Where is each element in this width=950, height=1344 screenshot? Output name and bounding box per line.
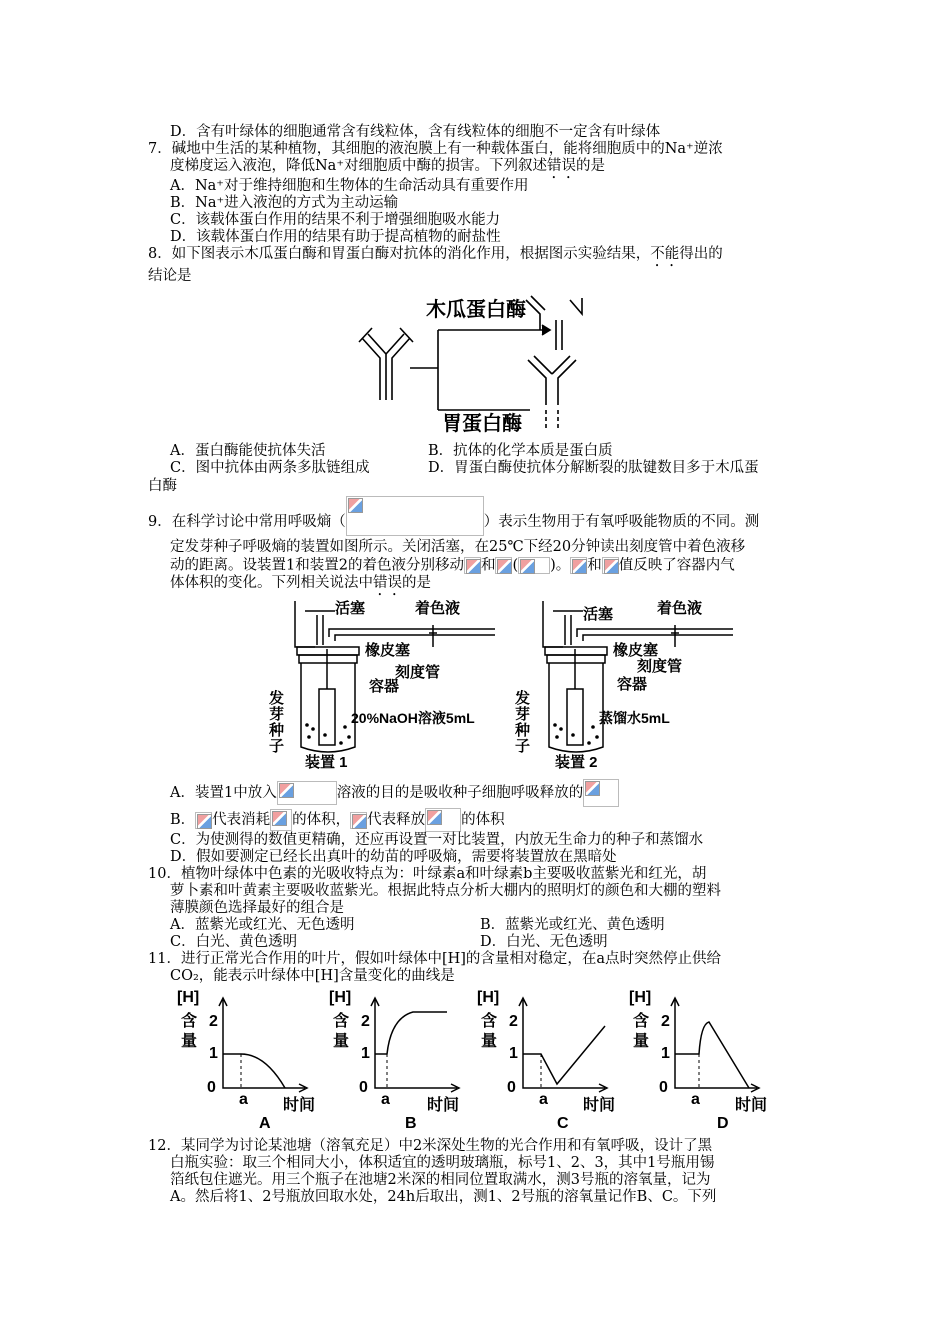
svg-text:0: 0 <box>507 1079 516 1096</box>
svg-text:子: 子 <box>269 738 285 755</box>
graph-c <box>477 989 615 1128</box>
q10-option-c: C．白光、黄色透明 <box>170 934 298 950</box>
q10-stem-line1: 10．植物叶绿体中色素的光吸收特点为：叶绿素a和叶绿素b主要吸收蓝紫光和红光，胡 <box>148 866 707 882</box>
q9-stem-line1: 9．在科学讨论中常用呼吸熵（ ）表示生物用于有氧呼吸能物质的不同。测 <box>148 508 759 536</box>
x-image-icon <box>570 557 587 574</box>
device1-tube-label: 刻度管 <box>395 664 441 681</box>
svg-text:含: 含 <box>481 1013 498 1030</box>
co2-image-icon <box>583 779 619 807</box>
svg-text:a: a <box>381 1091 390 1108</box>
q9-stem-line3: 动的距离。设装置1和装置2的着色液分别移动 和 ( )。 和 值反映了容器内气 <box>170 557 735 574</box>
svg-text:B: B <box>405 1115 417 1128</box>
q8-stem-line2: 结论是 <box>148 268 192 284</box>
svg-text:2: 2 <box>661 1013 670 1030</box>
y-image-icon <box>495 557 512 574</box>
svg-text:a: a <box>691 1091 700 1108</box>
o2-image-icon <box>270 809 292 831</box>
x-image-icon <box>464 557 481 574</box>
graph-a <box>177 989 315 1128</box>
svg-text:种: 种 <box>515 722 531 739</box>
antibody-digestion-figure <box>350 290 620 435</box>
graph-d <box>629 989 767 1128</box>
device2-container-label: 容器 <box>617 676 648 693</box>
svg-text:含: 含 <box>633 1013 650 1030</box>
svg-text:1: 1 <box>209 1045 218 1062</box>
q7-option-c: C．该载体蛋白作用的结果不利于增强细胞吸水能力 <box>170 212 501 228</box>
svg-text:种: 种 <box>269 722 285 739</box>
q8-option-c: C．图中抗体由两条多肽链组成 <box>170 460 370 476</box>
q12-stem-line2: 白瓶实验：取三个相同大小，体积适宜的透明玻璃瓶，标号1、2、3，其中1号瓶用锡 <box>170 1155 715 1171</box>
svg-text:含: 含 <box>333 1013 350 1030</box>
svg-text:量: 量 <box>481 1033 498 1050</box>
svg-text:发: 发 <box>269 690 285 707</box>
q8-option-b: B．抗体的化学本质是蛋白质 <box>428 443 613 459</box>
svg-text:量: 量 <box>333 1033 350 1050</box>
svg-text:[H]: [H] <box>177 989 200 1006</box>
device1-dye-label: 着色液 <box>415 600 461 617</box>
device2-dye-label: 着色液 <box>657 600 703 617</box>
svg-text:2: 2 <box>209 1013 218 1030</box>
naoh-image-icon <box>277 781 337 805</box>
svg-text:含: 含 <box>181 1013 198 1030</box>
svg-text:时间: 时间 <box>427 1097 460 1114</box>
q10-stem-line2: 萝卜素和叶黄素主要吸收蓝紫光。根据此特点分析大棚内的照明灯的颜色和大棚的塑料 <box>170 883 721 899</box>
x-image-icon <box>195 812 212 829</box>
device1-caption: 装置 1 <box>305 754 348 771</box>
q7-stem-line2: 度梯度运入液泡，降低Na⁺对细胞质中酶的损害。下列叙述错误的是 <box>170 158 605 174</box>
device2-solution-label: 蒸馏水5mL <box>599 710 670 726</box>
svg-text:0: 0 <box>359 1079 368 1096</box>
formula-image-icon <box>346 496 484 536</box>
device2-seed-label <box>514 689 530 755</box>
q7-stem-line1: 7．碱地中生活的某种植物，其细胞的液泡膜上有一种载体蛋白，能将细胞质中的Na⁺逆浓 <box>148 141 723 157</box>
q12-stem-line4: A。然后将1、2号瓶放回取水处，24h后取出，测1、2号瓶的溶氧量记作B、C。下列 <box>170 1189 717 1205</box>
q7-option-a: A．Na⁺对于维持细胞和生物体的生命活动具有重要作用 <box>170 178 529 194</box>
svg-text:2: 2 <box>509 1013 518 1030</box>
device1-seed-label <box>268 689 284 755</box>
q9-stem-line2: 定发芽种子呼吸熵的装置如图所示。关闭活塞，在25℃下经20分钟读出刻度管中着色液移 <box>170 539 746 555</box>
svg-text:发: 发 <box>515 690 531 707</box>
q9-option-a: A．装置1中放入 溶液的目的是吸收种子细胞呼吸释放的 <box>170 779 619 807</box>
svg-text:[H]: [H] <box>329 989 352 1006</box>
q9-option-d: D．假如要测定已经长出真叶的幼苗的呼吸熵，需要将装置放在黑暗处 <box>170 849 617 865</box>
svg-text:量: 量 <box>181 1033 198 1050</box>
h-content-graphs <box>165 988 795 1128</box>
svg-text:时间: 时间 <box>583 1097 616 1114</box>
device2-tube-label: 刻度管 <box>637 658 683 675</box>
q9-option-c: C．为使测得的数值更精确，还应再设置一对比装置，内放无生命力的种子和蒸馏水 <box>170 832 704 848</box>
svg-text:量: 量 <box>633 1033 650 1050</box>
device1-stopper-label: 橡皮塞 <box>365 642 411 659</box>
device1-container-label: 容器 <box>369 678 400 695</box>
pepsin-label: 胃蛋白酶 <box>442 413 522 435</box>
svg-text:[H]: [H] <box>477 989 500 1006</box>
y-image-icon <box>350 812 367 829</box>
q12-stem-line3: 箔纸包住遮光。用三个瓶子在池塘2米深的相同位置取满水，测3号瓶的溶氧量，记为 <box>170 1172 711 1188</box>
q6-option-d: D．含有叶绿体的细胞通常含有线粒体，含有线粒体的细胞不一定含有叶绿体 <box>170 124 661 140</box>
q10-stem-line3: 薄膜颜色选择最好的组合是 <box>170 900 344 916</box>
q10-option-a: A．蓝紫光或红光、无色透明 <box>170 917 355 933</box>
q8-option-d-cont: 白酶 <box>148 478 177 494</box>
svg-text:0: 0 <box>207 1079 216 1096</box>
device2-caption: 装置 2 <box>555 754 598 771</box>
svg-text:2: 2 <box>361 1013 370 1030</box>
svg-text:子: 子 <box>515 738 531 755</box>
q9-stem-line4: 体体积的变化。下列相关说法中错误的是 <box>170 575 431 591</box>
svg-text:时间: 时间 <box>283 1097 316 1114</box>
svg-text:0: 0 <box>659 1079 668 1096</box>
svg-text:D: D <box>717 1115 729 1128</box>
svg-text:a: a <box>539 1091 548 1108</box>
device2-valve-label: 活塞 <box>583 606 614 623</box>
q8-option-a: A．蛋白酶能使抗体失活 <box>170 443 326 459</box>
q11-stem-line1: 11．进行正常光合作用的叶片，假如叶绿体中[H]的含量相对稳定，在a点时突然停止供给 <box>148 951 722 967</box>
q8-stem-line1: 8．如下图表示木瓜蛋白酶和胃蛋白酶对抗体的消化作用，根据图示实验结果，不能得出的 <box>148 246 723 262</box>
papain-label: 木瓜蛋白酶 <box>426 299 526 321</box>
q10-option-d: D．白光、无色透明 <box>480 934 608 950</box>
svg-text:芽: 芽 <box>269 706 285 723</box>
y-image-icon <box>602 557 619 574</box>
q11-stem-line2: CO₂，能表示叶绿体中[H]含量变化的曲线是 <box>170 968 455 984</box>
q8-option-d: D．胃蛋白酶使抗体分解断裂的肽键数目多于木瓜蛋 <box>428 460 759 476</box>
device1-solution-label: 20%NaOH溶液5mL <box>351 710 475 726</box>
svg-text:芽: 芽 <box>515 706 531 723</box>
q12-stem-line1: 12．某同学为讨论某池塘（溶氧充足）中2米深处生物的光合作用和有氧呼吸，设计了黑 <box>148 1138 713 1154</box>
svg-text:a: a <box>239 1091 248 1108</box>
q7-option-b: B．Na⁺进入液泡的方式为主动运输 <box>170 195 399 211</box>
q7-option-d: D．该载体蛋白作用的结果有助于提高植物的耐盐性 <box>170 229 501 245</box>
condition-image-icon <box>518 557 550 574</box>
svg-text:1: 1 <box>361 1045 370 1062</box>
svg-text:1: 1 <box>509 1045 518 1062</box>
graph-b <box>329 989 459 1128</box>
svg-text:时间: 时间 <box>735 1097 768 1114</box>
svg-text:1: 1 <box>661 1045 670 1062</box>
apparatus-figure <box>265 597 735 772</box>
svg-text:A: A <box>259 1115 271 1128</box>
co2-image-icon <box>425 808 461 832</box>
svg-text:C: C <box>557 1115 569 1128</box>
svg-text:[H]: [H] <box>629 989 652 1006</box>
q10-option-b: B．蓝紫光或红光、黄色透明 <box>480 917 665 933</box>
q9-option-b: B． 代表消耗 的体积， 代表释放 的体积 <box>170 808 505 832</box>
device2-stopper-label: 橡皮塞 <box>613 642 659 659</box>
device1-valve-label: 活塞 <box>335 600 366 617</box>
